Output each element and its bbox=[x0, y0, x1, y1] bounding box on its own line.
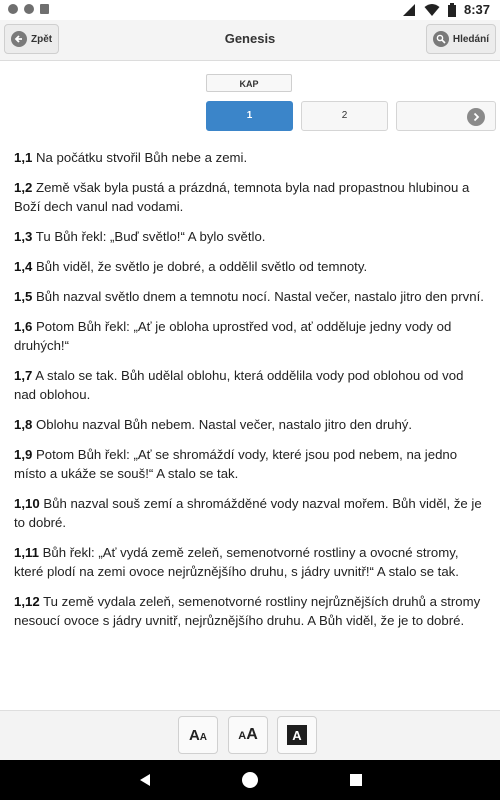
chapter-button-1[interactable]: 1 bbox=[206, 101, 293, 131]
verse-number: 1,4 bbox=[14, 259, 33, 274]
signal-icon bbox=[402, 3, 416, 17]
contrast-mode-icon: A bbox=[287, 725, 307, 745]
verse-text: Potom Bůh řekl: „Ať se shromáždí vody, které jsou pod nebem, na jedno místo a ukáže se souš!“ A stalo se tak. bbox=[14, 447, 458, 481]
nav-recent-apps-icon[interactable] bbox=[350, 774, 362, 786]
verse-list bbox=[14, 148, 488, 641]
verse bbox=[14, 543, 488, 581]
verse-text: A stalo se tak. Bůh udělal oblohu, která oddělila vody pod oblohou od vod nad oblohou. bbox=[14, 368, 464, 402]
verse bbox=[14, 445, 488, 483]
verse-number: 1,5 bbox=[14, 289, 33, 304]
verse-text: Potom Bůh řekl: „Ať je obloha uprostřed vod, ať odděluje jedny vody od druhých!“ bbox=[14, 319, 452, 353]
clock: 8:37 bbox=[463, 2, 490, 17]
sd-card-icon bbox=[40, 4, 49, 14]
app-header bbox=[0, 20, 500, 61]
verse bbox=[14, 415, 488, 434]
reader-toolbar bbox=[0, 710, 500, 761]
search-button-label: Hledání bbox=[452, 33, 489, 45]
page-title: Genesis bbox=[224, 31, 276, 46]
wifi-icon bbox=[424, 3, 440, 17]
nav-home-icon[interactable] bbox=[242, 772, 258, 788]
verse bbox=[14, 148, 488, 167]
verse-number: 1,8 bbox=[14, 417, 33, 432]
search-button[interactable] bbox=[426, 24, 496, 54]
verse-number: 1,6 bbox=[14, 319, 33, 334]
verse-number: 1,3 bbox=[14, 229, 33, 244]
verse-text: Bůh řekl: „Ať vydá země zeleň, semenotvorné rostliny a ovocné stromy, které plodí na zemi ovoce nejrůznějšího druhu, s jádry uvnitř!“ A stalo se tak. bbox=[14, 545, 459, 579]
verse-text: Bůh nazval světlo dnem a temnotu nocí. Nastal večer, nastalo jitro den první. bbox=[32, 289, 484, 304]
verse-number: 1,10 bbox=[14, 496, 40, 511]
verse-number: 1,7 bbox=[14, 368, 33, 383]
verse bbox=[14, 592, 488, 630]
verse-text: Oblohu nazval Bůh nebem. Nastal večer, nastalo jitro den druhý. bbox=[32, 417, 413, 432]
verse-text: Země však byla pustá a prázdná, temnota byla nad propastnou hlubinou a Boží dech vanul nad vodami. bbox=[14, 180, 470, 214]
chapter-label: KAP bbox=[206, 74, 292, 92]
contrast-mode-button[interactable] bbox=[277, 716, 317, 754]
verse-text: Bůh nazval souš zemí a shromážděné vody nazval mořem. Bůh viděl, že je to dobré. bbox=[14, 496, 482, 530]
verse-number: 1,12 bbox=[14, 594, 40, 609]
nav-back-icon[interactable] bbox=[139, 773, 151, 787]
battery-icon bbox=[448, 3, 456, 17]
verse-text: Tu země vydala zeleň, semenotvorné rostliny nejrůznějších druhů a stromy nesoucí ovoce s jádry uvnitř, nejrůznějšího druhu. A Bůh viděl, že je to dobré. bbox=[14, 594, 481, 628]
increase-font-button[interactable] bbox=[228, 716, 268, 754]
verse bbox=[14, 317, 488, 355]
notification-icons bbox=[8, 4, 49, 14]
verse bbox=[14, 257, 488, 276]
text-increase-icon: AA bbox=[238, 726, 258, 743]
verse-number: 1,11 bbox=[14, 545, 39, 560]
verse-text: Tu Bůh řekl: „Buď světlo!“ A bylo světlo. bbox=[32, 229, 266, 244]
verse-number: 1,1 bbox=[14, 150, 33, 165]
text-decrease-icon: AA bbox=[188, 726, 208, 744]
chapter-button-2[interactable]: 2 bbox=[301, 101, 388, 131]
system-navigation-bar bbox=[0, 760, 500, 800]
verse bbox=[14, 366, 488, 404]
system-icons bbox=[402, 2, 490, 17]
back-button-label: Zpět bbox=[31, 33, 53, 45]
search-icon bbox=[433, 31, 449, 47]
status-bar bbox=[0, 0, 500, 20]
verse bbox=[14, 494, 488, 532]
verse bbox=[14, 287, 488, 306]
notification-dot-icon bbox=[24, 4, 34, 14]
verse-text: Na počátku stvořil Bůh nebe a zemi. bbox=[32, 150, 248, 165]
verse-number: 1,9 bbox=[14, 447, 33, 462]
verse-number: 1,2 bbox=[14, 180, 33, 195]
chapter-next-button[interactable] bbox=[396, 101, 496, 131]
verse bbox=[14, 178, 488, 216]
verse bbox=[14, 227, 488, 246]
notification-dot-icon bbox=[8, 4, 18, 14]
verse-text: Bůh viděl, že světlo je dobré, a oddělil světlo od temnoty. bbox=[32, 259, 368, 274]
chevron-right-icon bbox=[467, 108, 485, 126]
decrease-font-button[interactable] bbox=[178, 716, 218, 754]
